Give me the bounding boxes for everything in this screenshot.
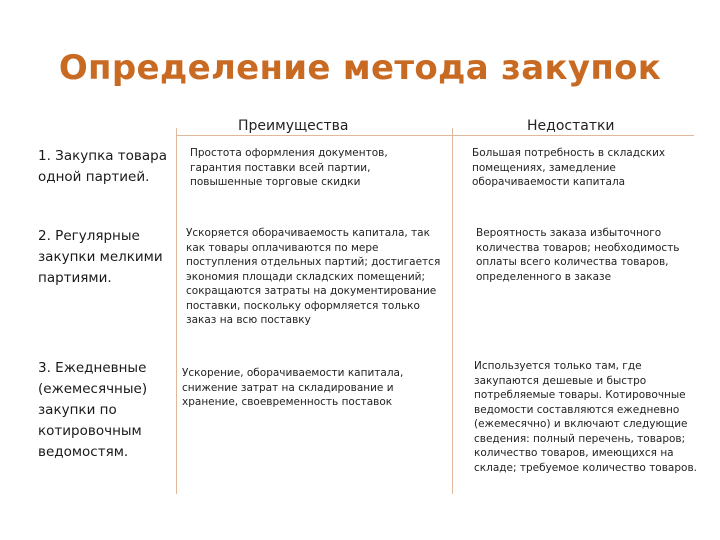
column-divider-left bbox=[176, 128, 177, 494]
row-2-advantages: Ускоряется оборачиваемость капитала, так как товары оплачиваются по мере поступления отдельных партий; достигается экономия площади складских помещений; сокращаются затраты на документирование поставки, поскольку оформляется только заказ на всю поставку bbox=[186, 227, 441, 326]
row-1-disadvantages: Большая потребность в складских помещениях, замедление оборачиваемости капитала bbox=[472, 147, 666, 188]
column-header-disadvantages: Недостатки bbox=[527, 118, 615, 134]
column-header-advantages: Преимущества bbox=[238, 118, 349, 134]
header-divider bbox=[176, 135, 694, 136]
column-divider-right bbox=[452, 128, 453, 494]
row-label-2: 2. Регулярные закупки мелкими партиями. bbox=[38, 228, 163, 286]
row-3-advantages: Ускорение, оборачиваемости капитала, снижение затрат на складирование и хранение, своевременность поставок bbox=[182, 367, 404, 408]
row-3-disadvantages: Используется только там, где закупаются дешевые и быстро потребляемые товары. Котировочные ведомости составляются ежедневно (ежемесячно) и включают следующие сведения: полный перечень, товаров; количество товаров, имеющихся на складе; требуемое количество товаров. bbox=[474, 360, 697, 474]
page-title: Определение метода закупок bbox=[58, 48, 662, 88]
row-label-1: 1. Закупка товара одной партией. bbox=[38, 148, 167, 185]
row-1-advantages: Простота оформления документов, гарантия поставки всей партии, повышенные торговые скидки bbox=[190, 147, 388, 188]
row-2-disadvantages: Вероятность заказа избыточного количества товаров; необходимость оплаты всего количества товаров, определенного в заказе bbox=[476, 227, 680, 283]
row-label-3: 3. Ежедневные (ежемесячные) закупки по котировочным ведомостям. bbox=[38, 360, 148, 460]
